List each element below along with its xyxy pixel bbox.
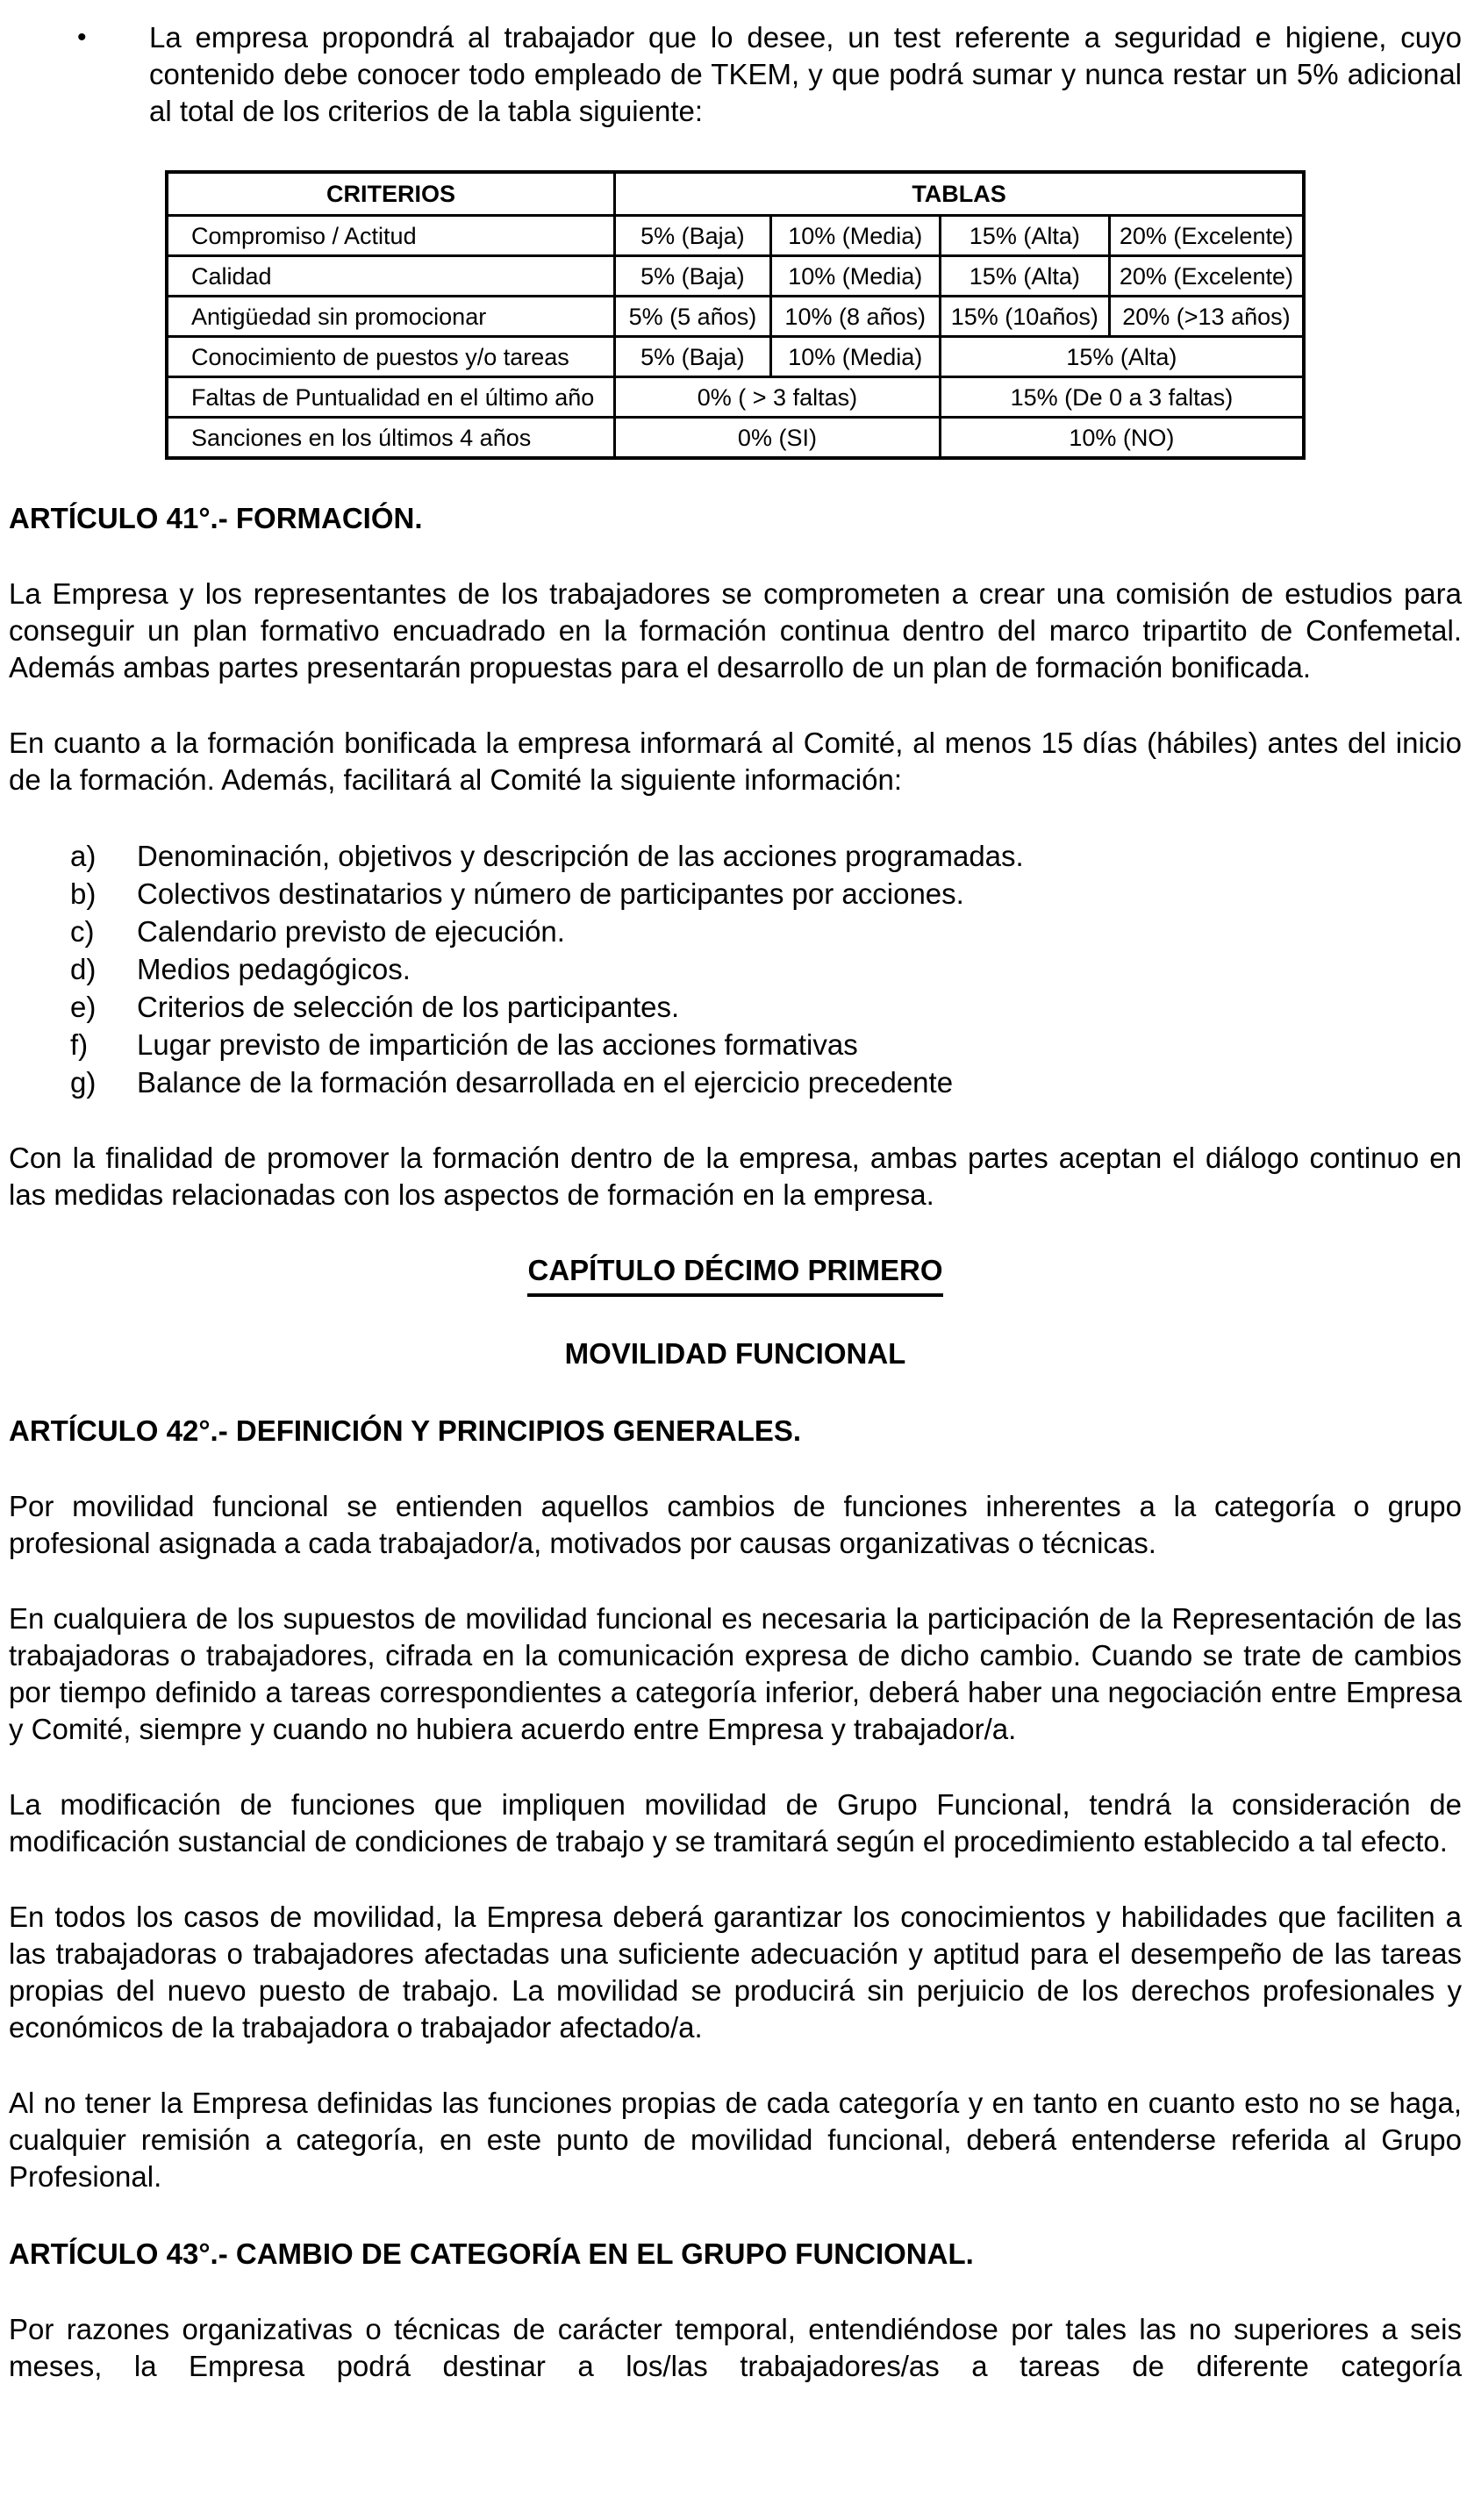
row-cell: 5% (Baja) bbox=[615, 256, 771, 297]
list-item-marker: a) bbox=[70, 840, 97, 872]
criteria-table bbox=[165, 170, 1306, 460]
table-row bbox=[167, 216, 1304, 256]
list-item-text: Criterios de selección de los participantes. bbox=[137, 991, 680, 1023]
table-row bbox=[167, 297, 1304, 337]
list-item bbox=[9, 913, 1462, 950]
row-cell: 15% (Alta) bbox=[940, 337, 1304, 377]
article41-paragraph-3: Con la finalidad de promover la formación dentro de la empresa, ambas partes aceptan el diálogo continuo en las medidas relacionadas con los aspectos de formación en la empresa. bbox=[9, 1142, 1462, 1211]
table-header-row bbox=[167, 172, 1304, 216]
row-cell: 15% (10años) bbox=[940, 297, 1109, 337]
table-row bbox=[167, 256, 1304, 297]
list-item-marker: f) bbox=[70, 1028, 89, 1061]
header-criterios: CRITERIOS bbox=[167, 172, 615, 216]
row-label: Antigüedad sin promocionar bbox=[167, 297, 615, 337]
table-row bbox=[167, 337, 1304, 377]
article42-paragraph-2: En cualquiera de los supuestos de movilidad funcional es necesaria la participación de la Representación de las trabajadoras o trabajadores, cifrada en la comunicación expresa de dicho cambio. Cuando se trate de cambios por tiempo definido a tareas correspondientes a categoría inferior, deberá haber una negociación entre Empresa y Comité, siempre y cuando no hubiera acuerdo entre Empresa y trabajador/a. bbox=[9, 1602, 1462, 1745]
list-item-text: Lugar previsto de impartición de las acciones formativas bbox=[137, 1028, 858, 1061]
list-item bbox=[9, 837, 1462, 875]
row-cell: 0% (SI) bbox=[615, 418, 941, 459]
row-label: Compromiso / Actitud bbox=[167, 216, 615, 256]
row-label: Faltas de Puntualidad en el último año bbox=[167, 377, 615, 418]
list-item-text: Colectivos destinatarios y número de participantes por acciones. bbox=[137, 877, 964, 910]
row-cell: 10% (Media) bbox=[770, 337, 940, 377]
article42-paragraph-4: En todos los casos de movilidad, la Empresa deberá garantizar los conocimientos y habilidades que faciliten a las trabajadoras o trabajadores afectadas una suficiente adecuación y aptitud para el desempeño de las tareas propias del nuevo puesto de trabajo. La movilidad se producirá sin perjuicio de los derechos profesionales y económicos de la trabajadora o trabajador afectado/a. bbox=[9, 1901, 1462, 2044]
list-item-text: Balance de la formación desarrollada en el ejercicio precedente bbox=[137, 1066, 954, 1099]
row-cell: 10% (Media) bbox=[770, 256, 940, 297]
list-item-marker: d) bbox=[70, 953, 97, 985]
table-row bbox=[167, 418, 1304, 459]
intro-bullet-item bbox=[9, 19, 1462, 130]
row-cell: 10% (8 años) bbox=[770, 297, 940, 337]
row-cell: 20% (Excelente) bbox=[1109, 256, 1304, 297]
row-label: Calidad bbox=[167, 256, 615, 297]
row-cell: 5% (Baja) bbox=[615, 337, 771, 377]
row-cell: 15% (Alta) bbox=[940, 256, 1109, 297]
row-cell: 0% ( > 3 faltas) bbox=[615, 377, 941, 418]
list-item bbox=[9, 875, 1462, 913]
bullet-icon: • bbox=[77, 23, 87, 52]
list-item-marker: b) bbox=[70, 877, 97, 910]
list-item-marker: g) bbox=[70, 1066, 97, 1099]
chapter-title bbox=[9, 1252, 1462, 1297]
chapter-title-text: CAPÍTULO DÉCIMO PRIMERO bbox=[527, 1252, 942, 1297]
article41-heading: ARTÍCULO 41°.- FORMACIÓN. bbox=[9, 502, 423, 534]
row-cell: 10% (Media) bbox=[770, 216, 940, 256]
header-tablas: TABLAS bbox=[615, 172, 1304, 216]
intro-bullet-text: La empresa propondrá al trabajador que lo desee, un test referente a seguridad e higiene, cuyo contenido debe conocer todo empleado de TKEM, y que podrá sumar y nunca restar un 5% adicional al total de los criterios de la tabla siguiente: bbox=[149, 21, 1462, 127]
list-item bbox=[9, 988, 1462, 1026]
row-cell: 20% (Excelente) bbox=[1109, 216, 1304, 256]
row-cell: 10% (NO) bbox=[940, 418, 1304, 459]
row-cell: 15% (De 0 a 3 faltas) bbox=[940, 377, 1304, 418]
row-cell: 20% (>13 años) bbox=[1109, 297, 1304, 337]
article41-letter-list bbox=[9, 837, 1462, 1101]
row-cell: 5% (5 años) bbox=[615, 297, 771, 337]
article42-paragraph-5: Al no tener la Empresa definidas las funciones propias de cada categoría y en tanto en cuanto esto no se haga, cualquier remisión a categoría, en este punto de movilidad funcional, deberá entenderse referida al Grupo Profesional. bbox=[9, 2087, 1462, 2193]
list-item-marker: c) bbox=[70, 915, 95, 948]
chapter-subtitle: MOVILIDAD FUNCIONAL bbox=[564, 1337, 906, 1370]
list-item-text: Calendario previsto de ejecución. bbox=[137, 915, 565, 948]
article41-paragraph-2: En cuanto a la formación bonificada la empresa informará al Comité, al menos 15 días (hábiles) antes del inicio de la formación. Además, facilitará al Comité la siguiente información: bbox=[9, 727, 1462, 796]
list-item-marker: e) bbox=[70, 991, 97, 1023]
row-label: Sanciones en los últimos 4 años bbox=[167, 418, 615, 459]
list-item-text: Medios pedagógicos. bbox=[137, 953, 411, 985]
article42-heading: ARTÍCULO 42°.- DEFINICIÓN Y PRINCIPIOS GENERALES. bbox=[9, 1414, 802, 1447]
article41-paragraph-1: La Empresa y los representantes de los trabajadores se comprometen a crear una comisión de estudios para conseguir un plan formativo encuadrado en la formación continua dentro del marco tripartito de Confemetal. Además ambas partes presentarán propuestas para el desarrollo de un plan de formación bonificada. bbox=[9, 577, 1462, 684]
list-item bbox=[9, 950, 1462, 988]
article42-paragraph-3: La modificación de funciones que impliquen movilidad de Grupo Funcional, tendrá la consideración de modificación sustancial de condiciones de trabajo y se tramitará según el procedimiento establecido a tal efecto. bbox=[9, 1788, 1462, 1858]
list-item bbox=[9, 1026, 1462, 1063]
row-label: Conocimiento de puestos y/o tareas bbox=[167, 337, 615, 377]
table-row bbox=[167, 377, 1304, 418]
article43-heading: ARTÍCULO 43°.- CAMBIO DE CATEGORÍA EN EL GRUPO FUNCIONAL. bbox=[9, 2237, 974, 2270]
row-cell: 15% (Alta) bbox=[940, 216, 1109, 256]
row-cell: 5% (Baja) bbox=[615, 216, 771, 256]
article43-paragraph-1: Por razones organizativas o técnicas de carácter temporal, entendiéndose por tales las no superiores a seis meses, la Empresa podrá destinar a los/las trabajadores/as a tareas de diferente categoría bbox=[9, 2313, 1462, 2382]
article42-paragraph-1: Por movilidad funcional se entienden aquellos cambios de funciones inherentes a la categoría o grupo profesional asignada a cada trabajador/a, motivados por causas organizativas o técnicas. bbox=[9, 1490, 1462, 1559]
list-item-text: Denominación, objetivos y descripción de las acciones programadas. bbox=[137, 840, 1024, 872]
list-item bbox=[9, 1063, 1462, 1101]
